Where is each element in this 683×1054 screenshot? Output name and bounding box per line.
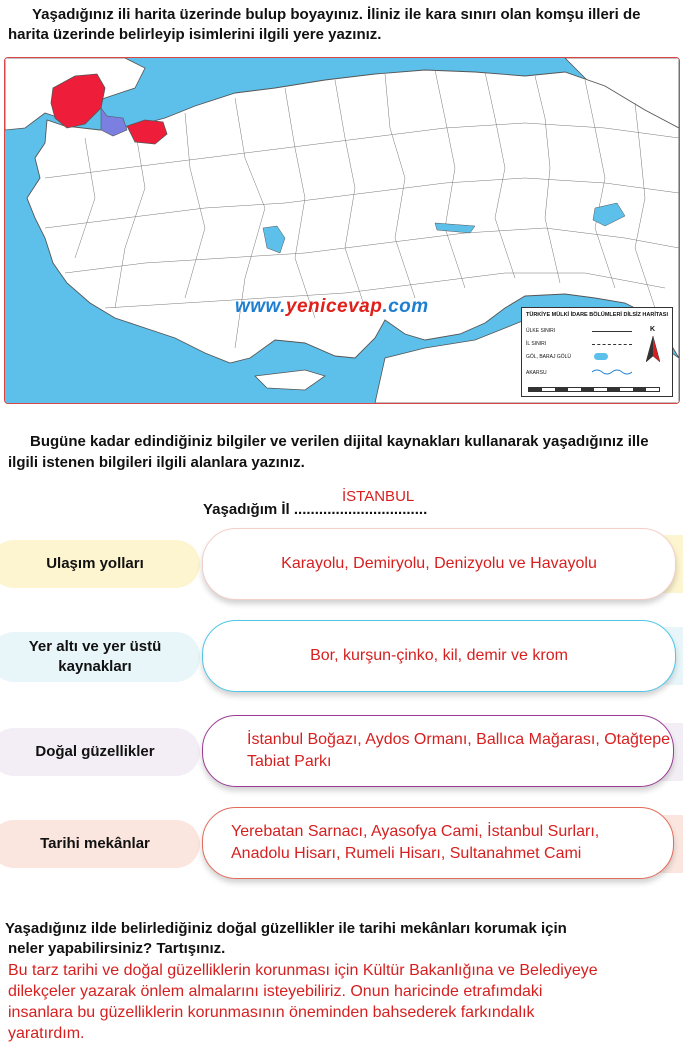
answer-line-4: yaratırdım.: [8, 1025, 85, 1042]
answer-line-2: dilekçeler yazarak önlem almalarını isteyebiliriz. Onun haricinde etrafımdaki: [8, 983, 543, 1000]
answer-paragraph: [8, 960, 598, 1044]
row-label-nature: Doğal güzellikler: [0, 728, 200, 776]
instruction-line-1: Yaşadığınız ili harita üzerinde bulup boyayınız. İliniz ile kara sınırı olan komşu illeri de: [32, 6, 641, 23]
answer-transport: Karayolu, Demiryolu, Denizyolu ve Havayolu: [202, 528, 676, 600]
legend-item-lake: GÖL, BARAJ GÖLÜ: [526, 354, 572, 360]
question-line-2: neler yapabilirsiniz? Tartışınız.: [8, 940, 226, 957]
legend-title: TÜRKİYE MÜLKİ İDARE BÖLÜMLERİ DİLSİZ HARİTASI: [526, 312, 668, 318]
legend-item-river: AKARSU: [526, 370, 547, 376]
legend-item-province-border: İL SINIRI: [526, 341, 547, 347]
map-legend: [521, 307, 673, 397]
answer-line-1: Bu tarz tarihi ve doğal güzelliklerin korunması için Kültür Bakanlığına ve Belediyeye: [8, 962, 598, 979]
section2-line-2: ilgili istenen bilgileri ilgili alanlara yazınız.: [8, 454, 305, 471]
city-value: İSTANBUL: [342, 488, 415, 505]
row-label-history: Tarihi mekânlar: [0, 820, 200, 868]
legend-line-province: [592, 344, 632, 345]
instruction-line-2: harita üzerinde belirleyip isimlerini ilgili yere yazınız.: [8, 26, 382, 43]
row-label-resources: Yer altı ve yer üstü kaynakları: [0, 632, 200, 682]
legend-item-country-border: ÜLKE SINIRI: [526, 328, 556, 334]
watermark: www.yenicevap.com: [235, 296, 429, 317]
answer-line-3: insanlara bu güzelliklerin korunmasının öneminden bahsederek farkındalık: [8, 1004, 535, 1021]
north-letter: K: [650, 326, 656, 333]
scale-bar: [528, 387, 660, 392]
answer-nature: İstanbul Boğazı, Aydos Ormanı, Ballıca Mağarası, Otağtepe Tabiat Parkı: [202, 715, 674, 787]
legend-line-country: [592, 331, 632, 332]
turkey-map: [4, 57, 680, 404]
north-arrow-icon: [646, 336, 660, 362]
answer-history: Yerebatan Sarnacı, Ayasofya Cami, İstanbul Surları, Anadolu Hisarı, Rumeli Hisarı, Sultanahmet Cami: [202, 807, 674, 879]
city-label: Yaşadığım İl ................................: [203, 501, 428, 518]
question-line-1: Yaşadığınız ilde belirlediğiniz doğal güzellikler ile tarihi mekânları korumak için: [5, 920, 567, 937]
lake-swatch: [594, 353, 608, 360]
row-label-transport: Ulaşım yolları: [0, 540, 200, 588]
river-swatch-icon: [592, 368, 632, 376]
answer-resources: Bor, kurşun-çinko, kil, demir ve krom: [202, 620, 676, 692]
section2-line-1: Bugüne kadar edindiğiniz bilgiler ve verilen dijital kaynakları kullanarak yaşadığınız ille: [30, 433, 649, 450]
